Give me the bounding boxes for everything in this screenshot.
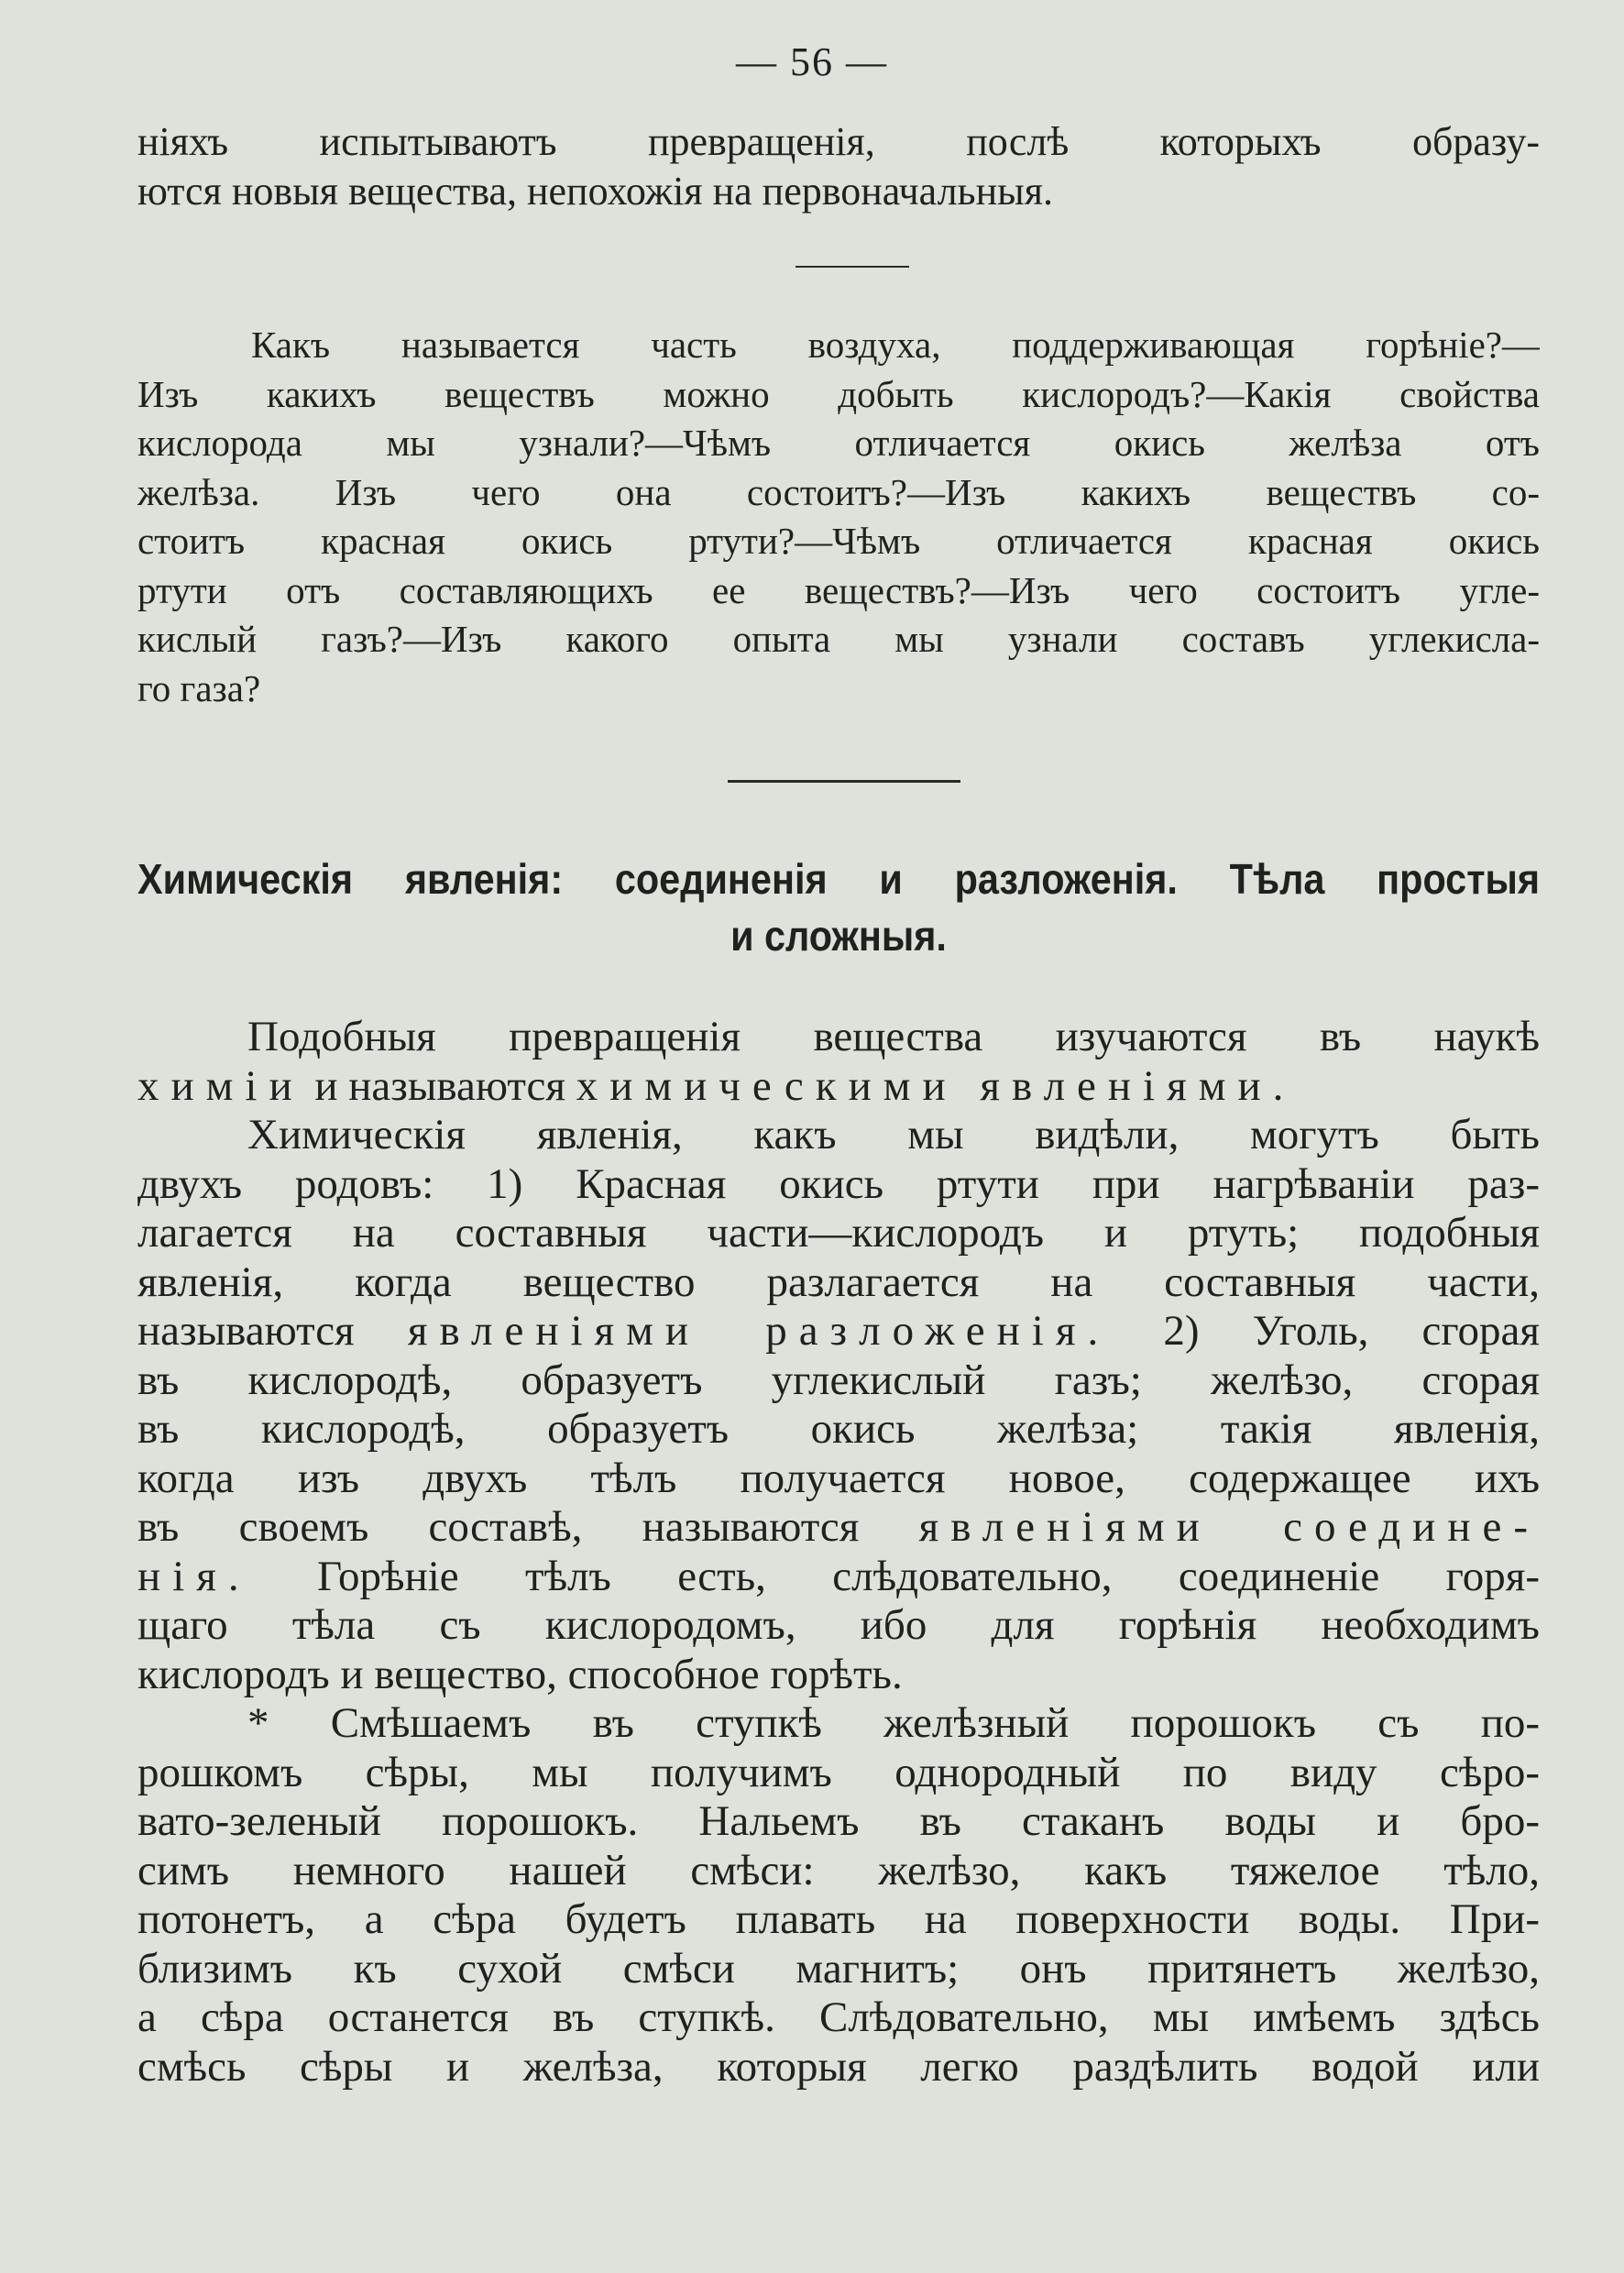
spaced-term: химическими явленіями. — [576, 1061, 1296, 1110]
text-line: кислый газъ?—Изъ какого опыта мы узнали составъ углекисла- — [137, 618, 1540, 660]
text-line: когда изъ двухъ тѣлъ получается новое, содержащее ихъ — [137, 1454, 1540, 1502]
text-line: рошкомъ сѣры, мы получимъ однородный по виду сѣро- — [137, 1748, 1540, 1796]
intro-paragraph — [137, 117, 1540, 216]
text-line: потонетъ, а сѣра будетъ плавать на поверхности воды. При- — [137, 1895, 1540, 1943]
spaced-term: нія. — [137, 1552, 251, 1600]
section-divider — [728, 780, 960, 783]
text-line: Химическія явленія, какъ мы видѣли, могутъ быть — [247, 1111, 1540, 1158]
short-divider — [796, 266, 909, 268]
text-line: явленія, когда вещество разлагается на составныя части, — [137, 1257, 1540, 1306]
text-line: смѣсь сѣры и желѣза, которыя легко раздѣлить водой или — [137, 2042, 1540, 2091]
text-line: Подобныя превращенія вещества изучаются въ наукѣ — [247, 1013, 1540, 1060]
text-line: называются явленіями разложенія. 2) Уголь, сгорая — [137, 1307, 1540, 1355]
text-line: лагается на составныя части—кислородъ и ртуть; подобныя — [137, 1209, 1540, 1257]
text-line: Изъ какихъ веществъ можно добыть кислородъ?—Какія свойства — [137, 372, 1540, 415]
heading-line: Химическія явленія: соединенія и разложенія. Тѣла простыя — [137, 855, 1540, 903]
text-line: вато-зеленый порошокъ. Нальемъ въ стаканъ воды и бро- — [137, 1797, 1540, 1845]
text-line: ются новыя вещества, непохожія на первоначальныя. — [137, 169, 1053, 214]
text-line: въ своемъ составѣ, называются явленіями соедине- — [137, 1503, 1540, 1551]
text-line: желѣза. Изъ чего она состоитъ?—Изъ какихъ веществъ со- — [137, 470, 1540, 513]
text-line: ртути отъ составляющихъ ее веществъ?—Изъ чего состоитъ угле- — [137, 568, 1540, 611]
text-line: кислорода мы узнали?—Чѣмъ отличается окись желѣза отъ — [137, 422, 1540, 464]
text-line: а сѣра останется въ ступкѣ. Слѣдовательно, мы имѣемъ здѣсь — [137, 1993, 1540, 2041]
text-line: * Смѣшаемъ въ ступкѣ желѣзный порошокъ съ по- — [247, 1699, 1540, 1747]
spaced-term: химіи — [137, 1061, 304, 1110]
body-paragraph — [137, 1013, 1540, 2092]
text-line: щаго тѣла съ кислородомъ, ибо для горѣнія необходимъ — [137, 1601, 1540, 1649]
text-line: въ кислородѣ, образуетъ углекислый газъ; желѣзо, сгорая — [137, 1356, 1540, 1404]
section-heading — [137, 851, 1540, 964]
text-line: двухъ родовъ: 1) Красная окись ртути при нагрѣваніи раз- — [137, 1159, 1540, 1208]
text-line: нія. Горѣніе тѣлъ есть, слѣдовательно, соединеніе горя- — [137, 1552, 1540, 1600]
text-line: стоитъ красная окись ртути?—Чѣмъ отличается красная окись — [137, 520, 1540, 562]
text-line: го газа? — [137, 666, 261, 709]
page-number: — 56 — — [736, 39, 888, 84]
text-line: Какъ называется часть воздуха, поддерживающая горѣніе?— — [251, 324, 1540, 366]
text-line: кислородъ и вещество, способное горѣть. — [137, 1650, 903, 1698]
review-questions — [137, 321, 1540, 713]
text-line: химіи и называются химическими явленіями. — [137, 1061, 1296, 1110]
spaced-term: явленіями соедине- — [918, 1503, 1540, 1551]
spaced-term: явленіями разложенія. — [407, 1307, 1111, 1355]
text-line: ніяхъ испытываютъ превращенія, послѣ которыхъ образу- — [137, 119, 1540, 164]
text-line: въ кислородѣ, образуетъ окись желѣза; такія явленія, — [137, 1405, 1540, 1453]
text-line: близимъ къ сухой смѣси магнитъ; онъ притянетъ желѣзо, — [137, 1944, 1540, 1993]
heading-line: и сложныя. — [730, 912, 947, 960]
text-line: симъ немного нашей смѣси: желѣзо, какъ тяжелое тѣло, — [137, 1846, 1540, 1894]
